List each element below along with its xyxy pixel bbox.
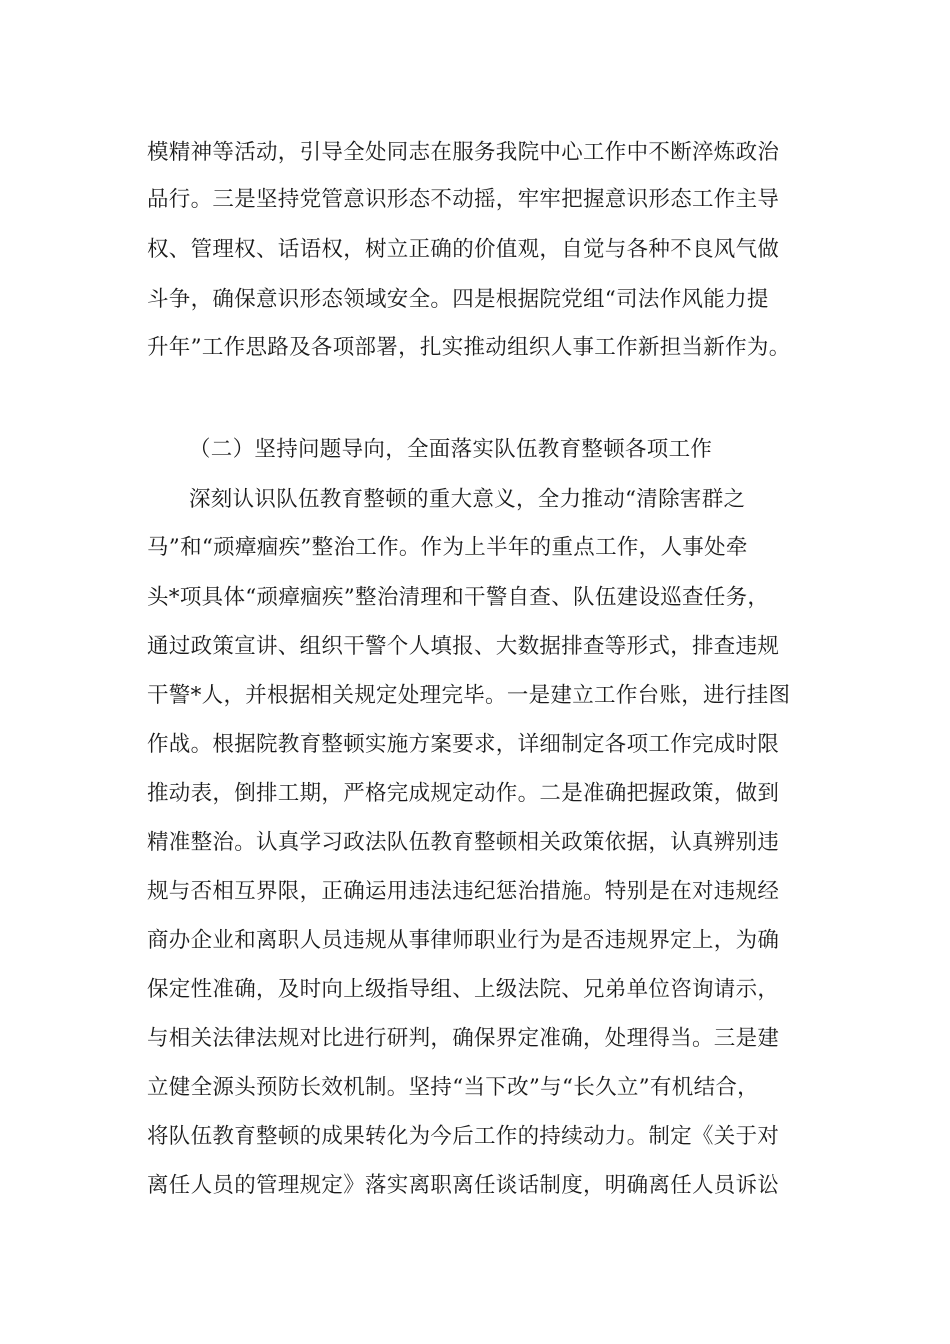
paragraph-2-line-6: 作战。根据院教育整顿实施方案要求，详细制定各项工作完成时限 <box>147 732 780 757</box>
paragraph-2-line-14: 将队伍教育整顿的成果转化为今后工作的持续动力。制定《关于对 <box>147 1124 780 1149</box>
paragraph-2-line-1: 深刻认识队伍教育整顿的重大意义，全力推动“清除害群之 <box>189 487 746 512</box>
paragraph-1-line-3: 权、管理权、话语权，树立正确的价值观，自觉与各种不良风气做 <box>147 237 780 262</box>
paragraph-2-line-8: 精准整治。认真学习政法队伍教育整顿相关政策依据，认真辨别违 <box>147 830 780 855</box>
paragraph-2-line-5: 干警*人，并根据相关规定处理完毕。一是建立工作台账，进行挂图 <box>147 683 791 708</box>
paragraph-2-line-11: 保定性准确，及时向上级指导组、上级法院、兄弟单位咨询请示， <box>147 977 780 1002</box>
section-heading: （二）坚持问题导向，全面落实队伍教育整顿各项工作 <box>189 437 713 462</box>
paragraph-2-line-3: 头*项具体“顽瘴痼疾”整治清理和干警自查、队伍建设巡查任务， <box>147 585 770 610</box>
paragraph-2-line-9: 规与否相互界限，正确运用违法违纪惩治措施。特别是在对违规经 <box>147 879 780 904</box>
paragraph-2-line-4: 通过政策宣讲、组织干警个人填报、大数据排查等形式，排查违规 <box>147 634 780 659</box>
paragraph-1-line-5: 升年”工作思路及各项部署，扎实推动组织人事工作新担当新作为。 <box>147 335 791 360</box>
paragraph-1-line-2: 品行。三是坚持党管意识形态不动摇，牢牢把握意识形态工作主导 <box>147 187 780 212</box>
paragraph-1-line-4: 斗争，确保意识形态领域安全。四是根据院党组“司法作风能力提 <box>147 287 769 312</box>
paragraph-2-line-15: 离任人员的管理规定》落实离职离任谈话制度，明确离任人员诉讼 <box>147 1173 780 1198</box>
paragraph-2-line-12: 与相关法律法规对比进行研判，确保界定准确，处理得当。三是建 <box>147 1026 780 1051</box>
paragraph-2-line-13: 立健全源头预防长效机制。坚持“当下改”与“长久立”有机结合， <box>147 1075 759 1100</box>
paragraph-2-line-10: 商办企业和离职人员违规从事律师职业行为是否违规界定上，为确 <box>147 928 780 953</box>
paragraph-1-line-1: 模精神等活动，引导全处同志在服务我院中心工作中不断淬炼政治 <box>147 140 780 165</box>
paragraph-2-line-7: 推动表，倒排工期，严格完成规定动作。二是准确把握政策，做到 <box>147 781 780 806</box>
paragraph-2-line-2: 马”和“顽瘴痼疾”整治工作。作为上半年的重点工作，人事处牵 <box>147 535 748 560</box>
